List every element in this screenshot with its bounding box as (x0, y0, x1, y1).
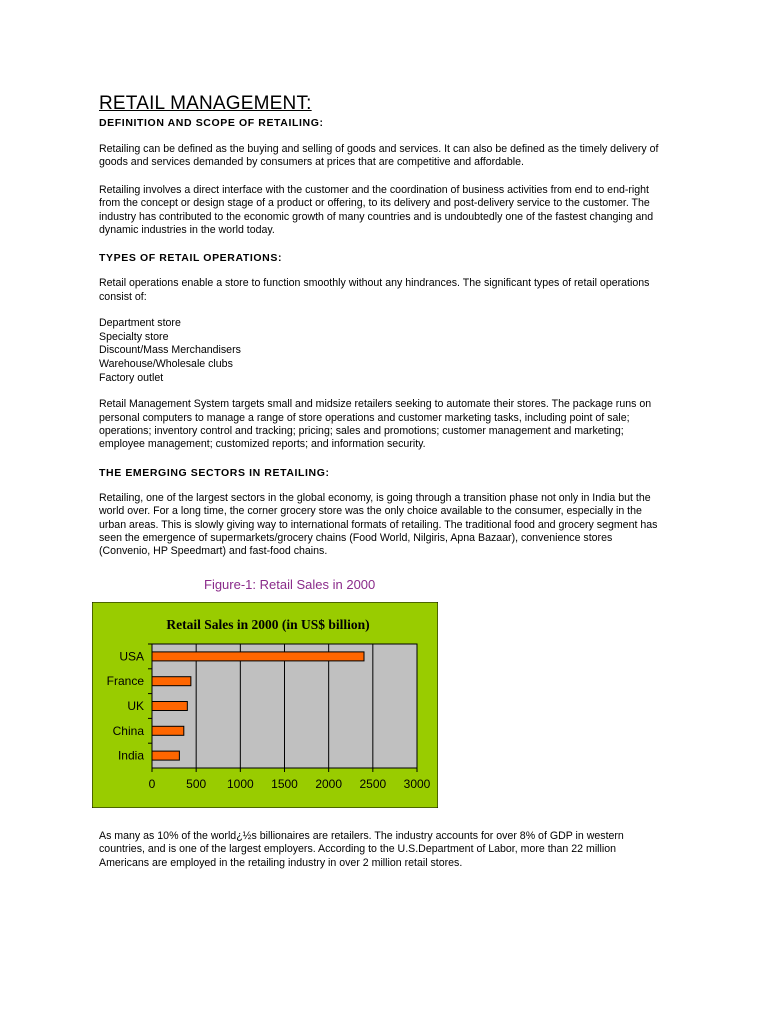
y-tick-label: USA (119, 649, 144, 664)
x-tick-label: 1000 (226, 777, 254, 791)
bar (152, 677, 191, 686)
paragraph-emerging: Retailing, one of the largest sectors in the global economy, is going through a transition phase not only in India but the world over. For a long time, the corner grocery store was the only choice available to the consumer, especially in the urban areas. This is slowly giving way to international formats of retailing. The traditional food and grocery segment has seen the emergence of supermarkets/grocery chains (Food World, Nilgiris, Apna Bazaar), convenience stores (Convenio, HP Speedmart) and fast-food chains. (99, 491, 658, 558)
section-heading-definition: DEFINITION AND SCOPE OF RETAILING: (99, 117, 324, 129)
chart-svg (92, 602, 438, 808)
bar (152, 702, 187, 711)
paragraph-definition-2: Retailing involves a direct interface with the customer and the coordination of business activities from end to end-right from the concept or design stage of a product or offering, to its delivery and post-delivery service to the customer. The industry has contributed to the economic growth of many countries and is undoubtedly one of the fastest changing and dynamic industries in the world today. (99, 183, 654, 237)
chart-title: Retail Sales in 2000 (in US$ billion) (166, 617, 370, 632)
x-tick-label: 0 (148, 777, 156, 791)
page-title: RETAIL MANAGEMENT: (99, 93, 312, 114)
bar (152, 726, 184, 735)
retail-types-list (99, 317, 659, 385)
list-item: Specialty store (99, 330, 169, 343)
paragraph-types-intro: Retail operations enable a store to function smoothly without any hindrances. The significant types of retail operations consist of: (99, 277, 650, 303)
x-tick-label: 2000 (315, 777, 343, 791)
figure-caption: Figure-1: Retail Sales in 2000 (204, 577, 376, 592)
y-tick-label: UK (127, 699, 144, 713)
list-item: Discount/Mass Merchandisers (99, 344, 241, 357)
document-body (99, 94, 659, 559)
section-heading-types: TYPES OF RETAIL OPERATIONS: (99, 252, 283, 265)
y-tick-label: France (106, 674, 144, 689)
closing-section (99, 830, 659, 870)
y-tick-label: China (112, 723, 144, 738)
section-heading-emerging: THE EMERGING SECTORS IN RETAILING: (99, 466, 330, 479)
bar (152, 652, 364, 661)
retail-sales-chart (92, 602, 438, 808)
paragraph-rms: Retail Management System targets small and midsize retailers seeking to automate their stores. The package runs on personal computers to manage a range of store operations and customer marketing tasks, including point of sale; operations; inventory control and tracking; pricing; sales and promotions; customer management and marketing; employee management; customized reports; and information security. (99, 398, 652, 451)
x-tick-label: 500 (186, 777, 207, 791)
paragraph-closing: As many as 10% of the world¿½s billionaires are retailers. The industry accounts for over 8% of GDP in western countries, and is one of the largest employers. According to the U.S.Department of Labor, more than 22 million Americans are employed in the retailing industry in over 2 million retail stores. (99, 830, 624, 869)
x-tick-label: 2500 (359, 777, 387, 791)
bar (152, 751, 179, 760)
y-tick-label: India (117, 748, 144, 763)
list-item: Department store (99, 317, 181, 330)
x-tick-label: 1500 (271, 777, 298, 791)
x-tick-label: 3000 (403, 777, 431, 791)
paragraph-definition-1: Retailing can be defined as the buying and selling of goods and services. It can also be defined as the timely delivery of goods and services demanded by consumers at prices that are competitive and affordable. (99, 143, 659, 169)
list-item: Warehouse/Wholesale clubs (99, 358, 233, 371)
list-item: Factory outlet (99, 371, 164, 384)
